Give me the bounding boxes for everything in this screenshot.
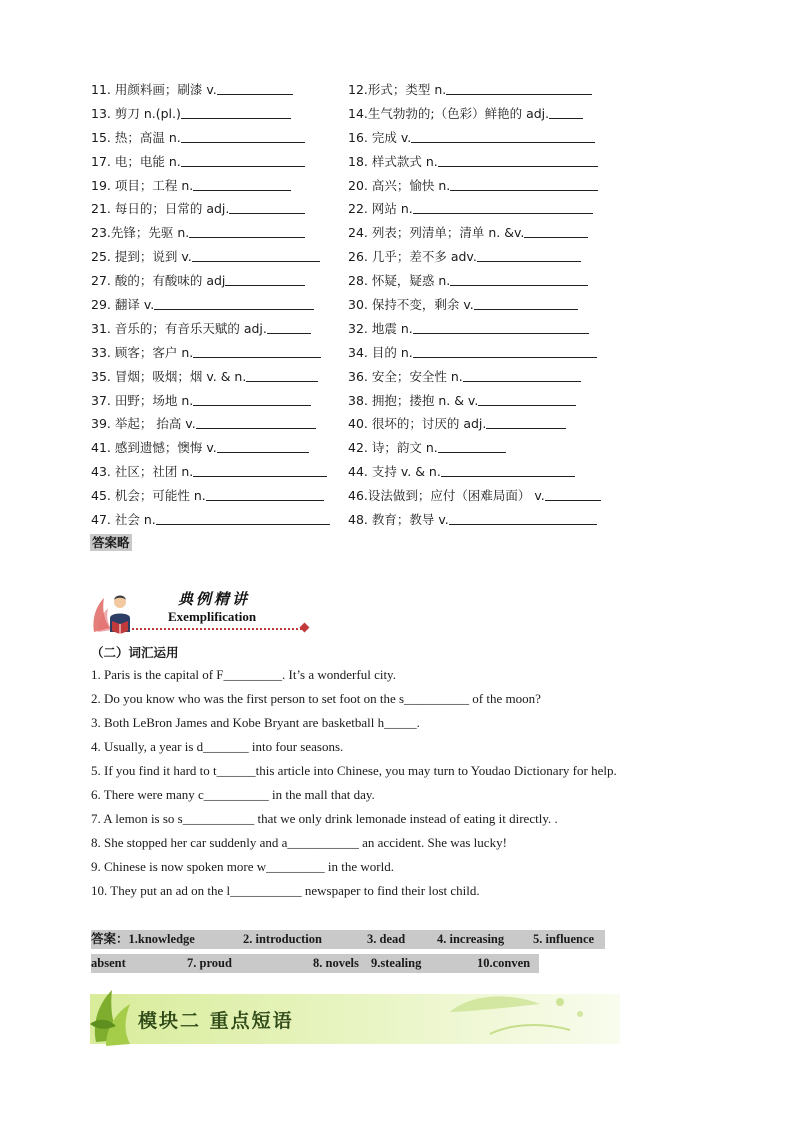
fill-in-question: 3. Both LeBron James and Kobe Bryant are basketball h_____.: [91, 715, 420, 730]
vocab-row: [91, 221, 651, 245]
vocab-row: [91, 102, 651, 126]
vocab-item-right: [348, 412, 566, 436]
answer-item: 4. increasing: [437, 932, 505, 946]
answer-blank[interactable]: [217, 82, 293, 95]
vocab-prompt: 29. 翻译 v.: [91, 297, 155, 313]
answer-blank[interactable]: [549, 106, 583, 119]
module-title: 模块二 重点短语: [138, 1010, 294, 1032]
answer-blank[interactable]: [156, 512, 330, 525]
answer-blank[interactable]: [181, 130, 305, 143]
answer-blank[interactable]: [438, 154, 598, 167]
vocab-prompt: 22. 网站 n.: [348, 201, 413, 217]
answer-item: 2. introduction: [243, 932, 322, 946]
answer-item: 10.conven: [477, 956, 531, 970]
answer-blank[interactable]: [477, 249, 581, 262]
vocab-item-right: [348, 174, 598, 198]
vocab-row: [91, 317, 651, 341]
vocab-prompt: 30. 保持不变，剩余 v.: [348, 297, 474, 313]
vocab-item-left: [91, 389, 311, 413]
banner-subtitle: Exemplification: [168, 609, 257, 624]
answer-item: 答案：1.knowledge: [91, 932, 195, 946]
module-banner: [90, 984, 620, 1050]
vocab-item-left: [91, 317, 311, 341]
vocab-prompt: 34. 目的 n.: [348, 344, 413, 360]
vocab-item-right: [348, 78, 592, 102]
vocab-item-right: [348, 436, 506, 460]
vocab-prompt: 14.生气勃勃的;（色彩）鲜艳的 adj.: [348, 105, 550, 121]
vocabulary-list: [91, 78, 651, 532]
vocab-item-left: [91, 150, 305, 174]
vocab-prompt: 28. 怀疑，疑惑 n.: [348, 273, 451, 289]
vocab-row: [91, 389, 651, 413]
answer-blank[interactable]: [189, 225, 305, 238]
vocab-item-right: [348, 389, 576, 413]
vocab-prompt: 42. 诗；韵文 n.: [348, 440, 438, 456]
answer-blank[interactable]: [450, 178, 598, 191]
vocab-item-left: [91, 412, 316, 436]
diamond-icon: [300, 623, 310, 633]
vocab-prompt: 32. 地震 n.: [348, 320, 413, 336]
vocab-row: [91, 150, 651, 174]
answer-blank[interactable]: [196, 416, 316, 429]
vocab-row: [91, 269, 651, 293]
vocab-row: [91, 174, 651, 198]
vocab-prompt: 25. 提到；说到 v.: [91, 249, 192, 265]
vocab-prompt: 23.先锋；先驱 n.: [91, 225, 190, 241]
fill-in-question: 6. There were many c__________ in the mall that day.: [91, 787, 375, 802]
answer-blank[interactable]: [413, 321, 589, 334]
answer-item: 9.stealing: [371, 956, 422, 970]
vocab-item-right: [348, 102, 583, 126]
fill-in-question: 2. Do you know who was the first person to set foot on the s__________ of the moon?: [91, 691, 541, 706]
answer-blank[interactable]: [267, 321, 311, 334]
vocab-item-right: [348, 365, 581, 389]
answer-blank[interactable]: [478, 393, 576, 406]
vocab-prompt: 33. 顾客；客户 n.: [91, 344, 194, 360]
vocab-item-left: [91, 508, 330, 532]
vocab-prompt: 16. 完成 v.: [348, 129, 412, 145]
answer-blank[interactable]: [446, 82, 592, 95]
vocab-item-left: [91, 78, 293, 102]
vocab-prompt: 20. 高兴；愉快 n.: [348, 177, 451, 193]
vocab-prompt: 19. 项目；工程 n.: [91, 177, 194, 193]
dotted-divider: [132, 628, 302, 630]
answer-item: 7. proud: [187, 956, 232, 970]
vocab-item-left: [91, 126, 305, 150]
vocab-prompt: 37. 田野；场地 n.: [91, 392, 194, 408]
vocab-prompt: 31. 音乐的；有音乐天赋的 adj.: [91, 320, 267, 336]
answer-blank[interactable]: [441, 464, 575, 477]
section-heading: （二）词汇运用: [91, 645, 179, 660]
answer-omitted-tag: 答案略: [92, 535, 130, 550]
vocab-prompt: 43. 社区；社团 n.: [91, 464, 194, 480]
vocab-row: [91, 412, 651, 436]
fill-in-question: 9. Chinese is now spoken more w_________ in the world.: [91, 859, 394, 874]
vocab-item-right: [348, 245, 581, 269]
vocab-prompt: 26. 几乎；差不多 adv.: [348, 249, 477, 265]
vocab-prompt: 39. 举起； 抬高 v.: [91, 416, 196, 432]
vocab-row: [91, 245, 651, 269]
vocab-row: [91, 126, 651, 150]
answer-blank[interactable]: [463, 369, 581, 382]
answer-blank[interactable]: [193, 345, 321, 358]
answer-blank[interactable]: [413, 201, 593, 214]
vocab-item-right: [348, 221, 588, 245]
vocab-prompt: 46.设法做到；应付（困难局面） v.: [348, 488, 545, 504]
vocab-prompt: 45. 机会；可能性 n.: [91, 488, 206, 504]
vocab-item-left: [91, 221, 305, 245]
vocab-item-right: [348, 269, 588, 293]
answer-item: 5. influence: [533, 932, 595, 946]
answer-blank[interactable]: [545, 488, 601, 501]
answer-blank[interactable]: [181, 106, 291, 119]
answer-blank[interactable]: [450, 273, 588, 286]
answers-row-1: [91, 930, 605, 949]
fill-in-question: 1. Paris is the capital of F_________. It’s a wonderful city.: [91, 667, 396, 682]
vocab-prompt: 27. 酸的；有酸味的 adj: [91, 273, 226, 289]
vocab-prompt: 44. 支持 v. & n.: [348, 464, 441, 480]
answer-blank[interactable]: [449, 512, 597, 525]
answer-blank[interactable]: [246, 369, 318, 382]
vocab-item-right: [348, 150, 598, 174]
vocab-prompt: 48. 教育；教导 v.: [348, 512, 449, 528]
answer-blank[interactable]: [413, 345, 597, 358]
vocab-row: [91, 436, 651, 460]
fill-in-question: 4. Usually, a year is d_______ into four seasons.: [91, 739, 344, 754]
answer-item: 3. dead: [367, 932, 406, 946]
answer-blank[interactable]: [206, 488, 324, 501]
answer-item: absent: [91, 956, 126, 970]
answer-blank[interactable]: [524, 225, 588, 238]
vocab-item-right: [348, 197, 593, 221]
vocab-row: [91, 484, 651, 508]
vocab-prompt: 24. 列表；列清单；清单 n. &v.: [348, 225, 525, 241]
vocab-item-left: [91, 436, 309, 460]
answer-blank[interactable]: [229, 201, 305, 214]
vocab-row: [91, 365, 651, 389]
vocab-prompt: 36. 安全；安全性 n.: [348, 368, 463, 384]
answer-item: 8. novels: [313, 956, 359, 970]
vocab-prompt: 15. 热；高温 n.: [91, 129, 181, 145]
answer-blank[interactable]: [474, 297, 578, 310]
answer-blank[interactable]: [193, 393, 311, 406]
answer-blank[interactable]: [181, 154, 305, 167]
fill-in-question: 5. If you find it hard to t______this article into Chinese, you may turn to Youdao Dictionary for help.: [91, 763, 617, 778]
vocab-row: [91, 78, 651, 102]
vocab-item-left: [91, 174, 291, 198]
vocab-item-left: [91, 293, 314, 317]
vocab-prompt: 35. 冒烟；吸烟；烟 v. & n.: [91, 368, 247, 384]
vocab-row: [91, 460, 651, 484]
vocab-item-left: [91, 197, 305, 221]
vocab-prompt: 40. 很坏的；讨厌的 adj.: [348, 416, 487, 432]
vocab-row: [91, 293, 651, 317]
vocab-item-right: [348, 317, 589, 341]
exemplification-banner: [90, 588, 320, 638]
answer-blank[interactable]: [193, 464, 327, 477]
vocab-item-left: [91, 269, 305, 293]
vocab-item-left: [91, 245, 320, 269]
answer-blank[interactable]: [192, 249, 320, 262]
vocab-prompt: 38. 拥抱；搂抱 n. & v.: [348, 392, 479, 408]
fill-in-question: 7. A lemon is so s___________ that we only drink lemonade instead of eating it directly. .: [91, 811, 558, 826]
answer-blank[interactable]: [193, 178, 291, 191]
vocab-item-left: [91, 102, 291, 126]
answer-blank[interactable]: [486, 416, 566, 429]
answer-blank[interactable]: [411, 130, 595, 143]
vocab-item-right: [348, 508, 597, 532]
vocab-prompt: 21. 每日的；日常的 adj.: [91, 201, 230, 217]
vocab-prompt: 47. 社会 n.: [91, 512, 156, 528]
vocab-item-right: [348, 293, 578, 317]
fill-in-question: 10. They put an ad on the l___________ newspaper to find their lost child.: [91, 883, 480, 898]
answer-blank[interactable]: [217, 440, 309, 453]
vocab-prompt: 12.形式；类型 n.: [348, 82, 447, 97]
answer-blank[interactable]: [225, 273, 305, 286]
vocab-item-right: [348, 460, 575, 484]
vocab-item-left: [91, 365, 318, 389]
vocab-prompt: 41. 感到遗憾；懊悔 v.: [91, 440, 217, 456]
vocab-item-right: [348, 126, 595, 150]
vocab-prompt: 17. 电；电能 n.: [91, 153, 181, 169]
vocab-item-right: [348, 484, 601, 508]
vocab-item-left: [91, 460, 327, 484]
vocab-row: [91, 197, 651, 221]
answers-row-2: [91, 954, 539, 973]
vocab-item-left: [91, 484, 324, 508]
answer-blank[interactable]: [438, 440, 506, 453]
vocab-row: [91, 341, 651, 365]
vocab-item-left: [91, 341, 321, 365]
answer-blank[interactable]: [154, 297, 314, 310]
vocab-item-right: [348, 341, 597, 365]
vocab-prompt: 13. 剪刀 n.(pl.): [91, 105, 181, 121]
vocab-prompt: 11. 用颜料画；刷漆 v.: [91, 82, 217, 97]
reading-person-icon: [90, 588, 138, 636]
vocab-row: [91, 508, 651, 532]
banner-title: 典例精讲: [178, 590, 251, 608]
vocab-prompt: 18. 样式款式 n.: [348, 153, 438, 169]
fill-in-question: 8. She stopped her car suddenly and a___________ an accident. She was lucky!: [91, 835, 507, 850]
